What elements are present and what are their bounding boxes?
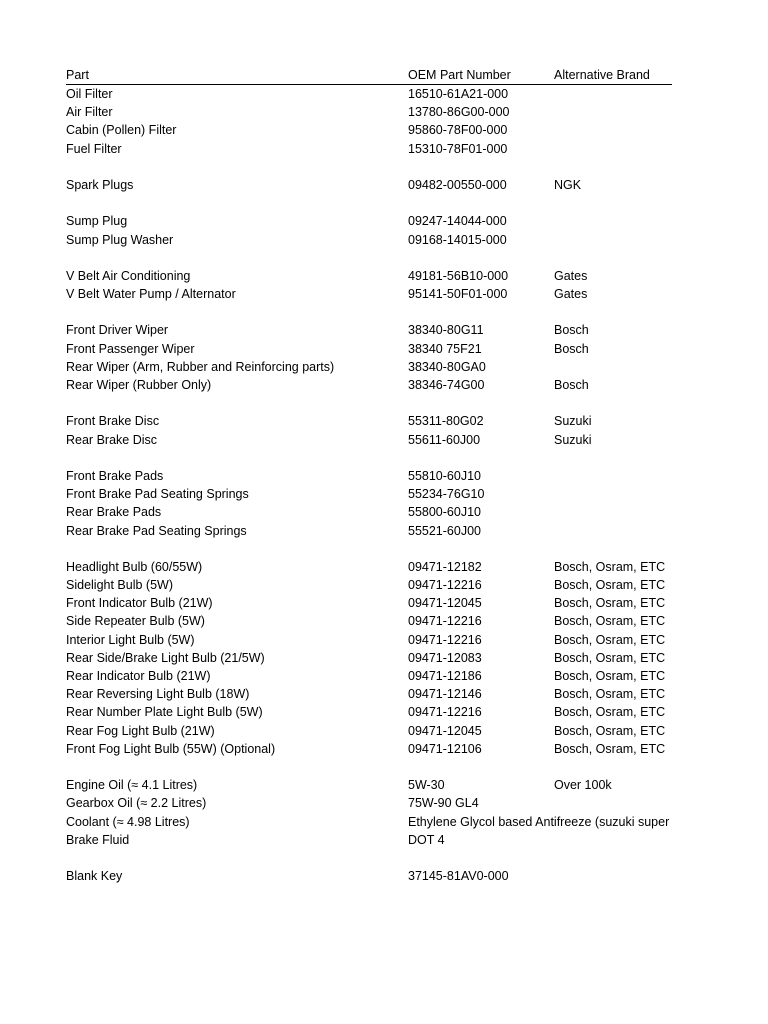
table-row	[66, 321, 672, 339]
part-cell: Side Repeater Bulb (5W)	[66, 614, 205, 629]
alternative-brand-cell: Bosch, Osram, ETC	[554, 741, 666, 756]
table-row	[66, 340, 672, 358]
oem-part-number-cell: 09471-12216	[408, 632, 482, 647]
alternative-brand-cell: Bosch, Osram, ETC	[554, 559, 666, 574]
part-cell: Blank Key	[66, 869, 123, 884]
alternative-brand-cell: Bosch, Osram, ETC	[554, 705, 666, 720]
part-cell: Front Brake Disc	[66, 414, 160, 429]
oem-part-number-cell: 95141-50F01-000	[408, 287, 508, 302]
part-cell: Rear Brake Disc	[66, 432, 157, 447]
part-cell: Rear Indicator Bulb (21W)	[66, 669, 211, 683]
table-row	[66, 467, 672, 485]
oem-part-number-cell: 09471-12216	[408, 614, 482, 629]
part-cell: Oil Filter	[66, 87, 113, 101]
table-row	[66, 376, 672, 394]
oem-part-number-cell: 09471-12182	[408, 559, 482, 574]
alternative-brand-cell: Bosch	[554, 323, 589, 338]
alternative-brand-cell: Bosch, Osram, ETC	[554, 596, 666, 611]
table-row	[66, 358, 672, 376]
oem-part-number-cell: 38346-74G00	[408, 378, 485, 392]
table-row	[66, 285, 672, 303]
part-cell: Gearbox Oil (≈ 2.2 Litres)	[66, 796, 207, 811]
oem-part-number-cell: 09471-12083	[408, 650, 482, 665]
part-cell: Rear Wiper (Arm, Rubber and Reinforcing parts)	[66, 359, 335, 374]
oem-part-number-cell: 09168-14015-000	[408, 232, 507, 247]
oem-part-number-cell: 55234-76G10	[408, 487, 485, 502]
table-row	[66, 667, 672, 685]
table-row	[66, 740, 672, 758]
table-row	[66, 831, 672, 849]
table-row	[66, 794, 672, 812]
alternative-brand-cell: Bosch, Osram, ETC	[554, 650, 666, 665]
oem-part-number-cell: 09471-12045	[408, 723, 482, 738]
alternative-brand-cell: Bosch, Osram, ETC	[554, 632, 666, 647]
part-cell: Front Brake Pad Seating Springs	[66, 487, 249, 502]
part-cell: V Belt Water Pump / Alternator	[66, 287, 236, 302]
oem-part-number-cell: Ethylene Glycol based Antifreeze (suzuki super	[408, 814, 670, 829]
table-row	[66, 631, 672, 649]
table-row	[66, 431, 672, 449]
oem-part-number-cell: 09471-12216	[408, 578, 482, 593]
table-row	[66, 267, 672, 285]
table-row	[66, 303, 672, 321]
oem-part-number-cell: 49181-56B10-000	[408, 268, 509, 283]
oem-part-number-cell: 55521-60J00	[408, 523, 481, 538]
part-cell: Front Brake Pads	[66, 468, 164, 483]
part-cell: Front Driver Wiper	[66, 323, 169, 338]
table-row	[66, 212, 672, 230]
table-row	[66, 540, 672, 558]
oem-part-number-cell: 09471-12186	[408, 669, 482, 683]
table-row	[66, 249, 672, 267]
alternative-brand-cell: Bosch, Osram, ETC	[554, 723, 666, 738]
oem-part-number-cell: DOT 4	[408, 832, 445, 847]
oem-part-number-cell: 38340 75F21	[408, 341, 482, 356]
table-row	[66, 849, 672, 867]
oem-part-number-cell: 5W-30	[408, 778, 445, 793]
table-row	[66, 103, 672, 121]
alternative-brand-cell: NGK	[554, 177, 582, 192]
alternative-brand-cell: Bosch	[554, 378, 589, 392]
table-row	[66, 194, 672, 212]
part-cell: Brake Fluid	[66, 832, 130, 847]
header-alternative-brand: Alternative Brand	[554, 68, 650, 82]
part-cell: Air Filter	[66, 105, 113, 120]
oem-part-number-cell: 09471-12216	[408, 705, 482, 720]
table-row	[66, 685, 672, 703]
oem-part-number-cell: 75W-90 GL4	[408, 796, 479, 811]
oem-part-number-cell: 55810-60J10	[408, 468, 481, 483]
alternative-brand-cell: Suzuki	[554, 432, 592, 447]
alternative-brand-cell: Bosch, Osram, ETC	[554, 578, 666, 593]
part-cell: Fuel Filter	[66, 141, 122, 156]
oem-part-number-cell: 13780-86G00-000	[408, 105, 510, 120]
oem-part-number-cell: 55800-60J10	[408, 505, 481, 520]
part-cell: Sump Plug	[66, 214, 128, 229]
table-row	[66, 140, 672, 158]
oem-part-number-cell: 38340-80GA0	[408, 359, 486, 374]
table-row	[66, 449, 672, 467]
alternative-brand-cell: Gates	[554, 287, 588, 302]
table-row	[66, 594, 672, 612]
table-row	[66, 703, 672, 721]
table-row	[66, 758, 672, 776]
alternative-brand-cell: Bosch, Osram, ETC	[554, 614, 666, 629]
table-row	[66, 394, 672, 412]
alternative-brand-cell: Bosch, Osram, ETC	[554, 669, 666, 683]
part-cell: Headlight Bulb (60/55W)	[66, 559, 203, 574]
oem-part-number-cell: 15310-78F01-000	[408, 141, 508, 156]
part-cell: Rear Brake Pads	[66, 505, 162, 520]
table-row	[66, 522, 672, 540]
oem-part-number-cell: 09471-12106	[408, 741, 482, 756]
table-row	[66, 813, 672, 831]
alternative-brand-cell: Bosch	[554, 341, 589, 356]
table-row	[66, 121, 672, 139]
part-cell: V Belt Air Conditioning	[66, 268, 191, 283]
oem-part-number-cell: 55611-60J00	[408, 432, 481, 447]
part-cell: Rear Brake Pad Seating Springs	[66, 523, 247, 538]
table-header	[66, 66, 672, 85]
oem-part-number-cell: 09247-14044-000	[408, 214, 507, 229]
part-cell: Coolant (≈ 4.98 Litres)	[66, 814, 190, 829]
table-row	[66, 558, 672, 576]
part-cell: Rear Side/Brake Light Bulb (21/5W)	[66, 650, 265, 665]
table-row	[66, 231, 672, 249]
part-cell: Sidelight Bulb (5W)	[66, 578, 173, 593]
table-row	[66, 503, 672, 521]
part-cell: Engine Oil (≈ 4.1 Litres)	[66, 778, 198, 793]
table-row	[66, 776, 672, 794]
part-cell: Front Passenger Wiper	[66, 341, 195, 356]
oem-part-number-cell: 55311-80G02	[408, 414, 484, 429]
alternative-brand-cell: Gates	[554, 268, 588, 283]
header-part: Part	[66, 68, 89, 82]
part-cell: Spark Plugs	[66, 177, 134, 192]
alternative-brand-cell: Bosch, Osram, ETC	[554, 687, 666, 702]
table-row	[66, 649, 672, 667]
oem-part-number-cell: 95860-78F00-000	[408, 123, 508, 138]
part-cell: Front Indicator Bulb (21W)	[66, 596, 213, 611]
table-row	[66, 722, 672, 740]
part-cell: Interior Light Bulb (5W)	[66, 632, 195, 647]
oem-part-number-cell: 09482-00550-000	[408, 177, 507, 192]
table-row	[66, 576, 672, 594]
oem-part-number-cell: 09471-12045	[408, 596, 482, 611]
table-row	[66, 412, 672, 430]
oem-part-number-cell: 09471-12146	[408, 687, 482, 702]
table-row	[66, 867, 672, 885]
part-cell: Cabin (Pollen) Filter	[66, 123, 177, 138]
oem-part-number-cell: 38340-80G11	[408, 323, 484, 338]
part-cell: Front Fog Light Bulb (55W) (Optional)	[66, 741, 276, 756]
table-row	[66, 176, 672, 194]
oem-part-number-cell: 16510-61A21-000	[408, 87, 509, 101]
header-oem-part-number: OEM Part Number	[408, 68, 511, 82]
table-row	[66, 612, 672, 630]
alternative-brand-cell: Suzuki	[554, 414, 592, 429]
table-body	[66, 85, 672, 885]
part-cell: Rear Number Plate Light Bulb (5W)	[66, 705, 263, 720]
part-cell: Rear Wiper (Rubber Only)	[66, 378, 212, 392]
alternative-brand-cell: Over 100k	[554, 778, 612, 793]
parts-table	[66, 66, 672, 885]
table-row	[66, 158, 672, 176]
part-cell: Sump Plug Washer	[66, 232, 174, 247]
part-cell: Rear Reversing Light Bulb (18W)	[66, 687, 250, 702]
part-cell: Rear Fog Light Bulb (21W)	[66, 723, 215, 738]
table-row	[66, 85, 672, 103]
oem-part-number-cell: 37145-81AV0-000	[408, 869, 509, 884]
table-row	[66, 485, 672, 503]
